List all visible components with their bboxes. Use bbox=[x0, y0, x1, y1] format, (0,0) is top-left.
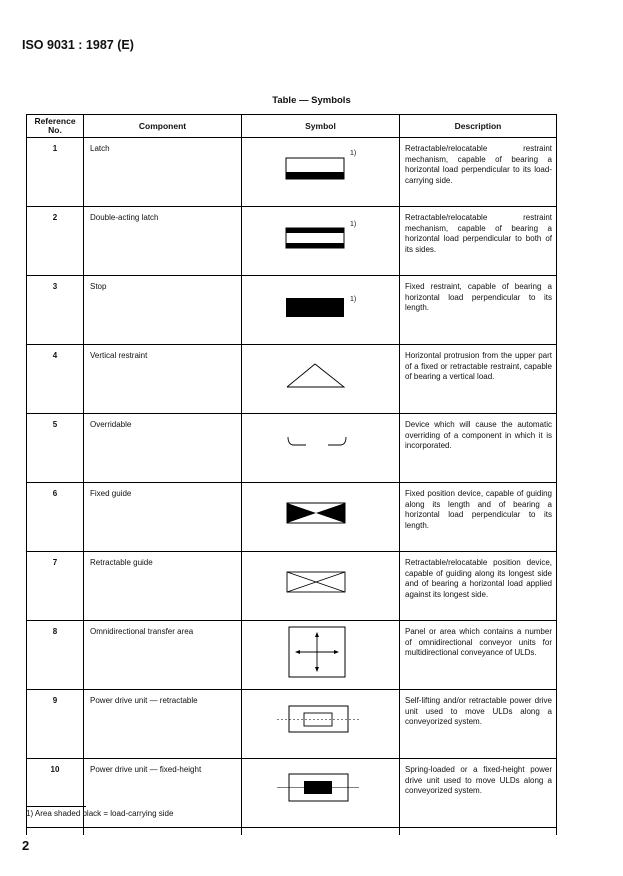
component-cell: Double-acting latch bbox=[84, 207, 242, 276]
table-continuation bbox=[27, 828, 557, 836]
component-cell: Fixed guide bbox=[84, 483, 242, 552]
retractable-guide-symbol bbox=[242, 552, 399, 614]
description-cell: Fixed position device, capable of guiding along its length and of bearing a horizontal load perpendicular to its length. bbox=[400, 483, 557, 552]
omnidirectional-transfer-symbol bbox=[242, 621, 399, 683]
stop-symbol bbox=[242, 276, 399, 338]
table-row bbox=[27, 621, 557, 690]
header-component: Component bbox=[84, 115, 242, 138]
ref-cell: 3 bbox=[27, 276, 84, 345]
symbol-cell bbox=[242, 345, 400, 414]
page-number: 2 bbox=[22, 838, 30, 853]
double-acting-latch-symbol bbox=[242, 207, 399, 269]
ref-cell: 10 bbox=[27, 759, 84, 828]
symbol-cell bbox=[242, 483, 400, 552]
table-row bbox=[27, 207, 557, 276]
description-cell: Retractable/relocatable position device, capable of guiding along its longest side and of bearing a horizontal load applied against its longest side. bbox=[400, 552, 557, 621]
symbol-cell bbox=[242, 690, 400, 759]
description-cell: Fixed restraint, capable of bearing a horizontal load perpendicular to its length. bbox=[400, 276, 557, 345]
table-row bbox=[27, 483, 557, 552]
description-cell: Horizontal protrusion from the upper part of a fixed or retractable restraint, capable of bearing a vertical load. bbox=[400, 345, 557, 414]
vertical-restraint-symbol bbox=[242, 345, 399, 407]
ref-cell: 5 bbox=[27, 414, 84, 483]
pdu-retractable-symbol bbox=[242, 690, 399, 752]
header-symbol: Symbol bbox=[242, 115, 400, 138]
table-row bbox=[27, 345, 557, 414]
component-cell: Omnidirectional transfer area bbox=[84, 621, 242, 690]
description-cell: Spring-loaded or a fixed-height power drive unit used to move ULDs along a conveyorized system. bbox=[400, 759, 557, 828]
ref-cell: 6 bbox=[27, 483, 84, 552]
ref-cell: 9 bbox=[27, 690, 84, 759]
footnote-ref: 1) bbox=[350, 150, 357, 157]
description-cell: Retractable/relocatable restraint mechanism, capable of bearing a horizontal load perpendicular to its load-carrying side. bbox=[400, 138, 557, 207]
ref-cell: 7 bbox=[27, 552, 84, 621]
header-reference: Reference No. bbox=[27, 115, 84, 138]
table-header-row bbox=[27, 115, 557, 138]
fixed-guide-symbol bbox=[242, 483, 399, 545]
footnote-ref: 1) bbox=[350, 221, 357, 228]
symbol-cell bbox=[242, 138, 400, 207]
table-row bbox=[27, 414, 557, 483]
pdu-fixed-height-symbol bbox=[242, 759, 399, 821]
ref-cell: 8 bbox=[27, 621, 84, 690]
component-cell: Power drive unit — retractable bbox=[84, 690, 242, 759]
symbol-cell bbox=[242, 207, 400, 276]
symbol-cell bbox=[242, 552, 400, 621]
symbol-cell bbox=[242, 276, 400, 345]
ref-cell: 4 bbox=[27, 345, 84, 414]
table-row bbox=[27, 138, 557, 207]
footnote-ref: 1) bbox=[350, 296, 357, 303]
description-cell: Panel or area which contains a number of omnidirectional conveyor units for multidirectional conveyance of ULDs. bbox=[400, 621, 557, 690]
table-row bbox=[27, 276, 557, 345]
footnote: 1) Area shaded black = load-carrying side bbox=[26, 809, 174, 818]
component-cell: Stop bbox=[84, 276, 242, 345]
table-row bbox=[27, 690, 557, 759]
component-cell: Power drive unit — fixed-height bbox=[84, 759, 242, 828]
symbol-cell bbox=[242, 621, 400, 690]
latch-symbol bbox=[242, 138, 399, 200]
description-cell: Device which will cause the automatic overriding of a component in which it is incorporated. bbox=[400, 414, 557, 483]
document-header: ISO 9031 : 1987 (E) bbox=[22, 38, 134, 52]
symbol-cell bbox=[242, 414, 400, 483]
description-cell: Retractable/relocatable restraint mechanism, capable of bearing a horizontal load perpendicular to both of its sides. bbox=[400, 207, 557, 276]
symbols-table bbox=[26, 114, 557, 835]
table-row bbox=[27, 552, 557, 621]
header-description: Description bbox=[400, 115, 557, 138]
ref-cell: 2 bbox=[27, 207, 84, 276]
component-cell: Retractable guide bbox=[84, 552, 242, 621]
symbol-cell bbox=[242, 759, 400, 828]
description-cell: Self-lifting and/or retractable power drive unit used to move ULDs along a conveyorized system. bbox=[400, 690, 557, 759]
table-title: Table — Symbols bbox=[272, 95, 351, 106]
component-cell: Overridable bbox=[84, 414, 242, 483]
component-cell: Latch bbox=[84, 138, 242, 207]
footnote-rule bbox=[26, 806, 86, 807]
overridable-symbol bbox=[242, 414, 399, 476]
ref-cell: 1 bbox=[27, 138, 84, 207]
component-cell: Vertical restraint bbox=[84, 345, 242, 414]
